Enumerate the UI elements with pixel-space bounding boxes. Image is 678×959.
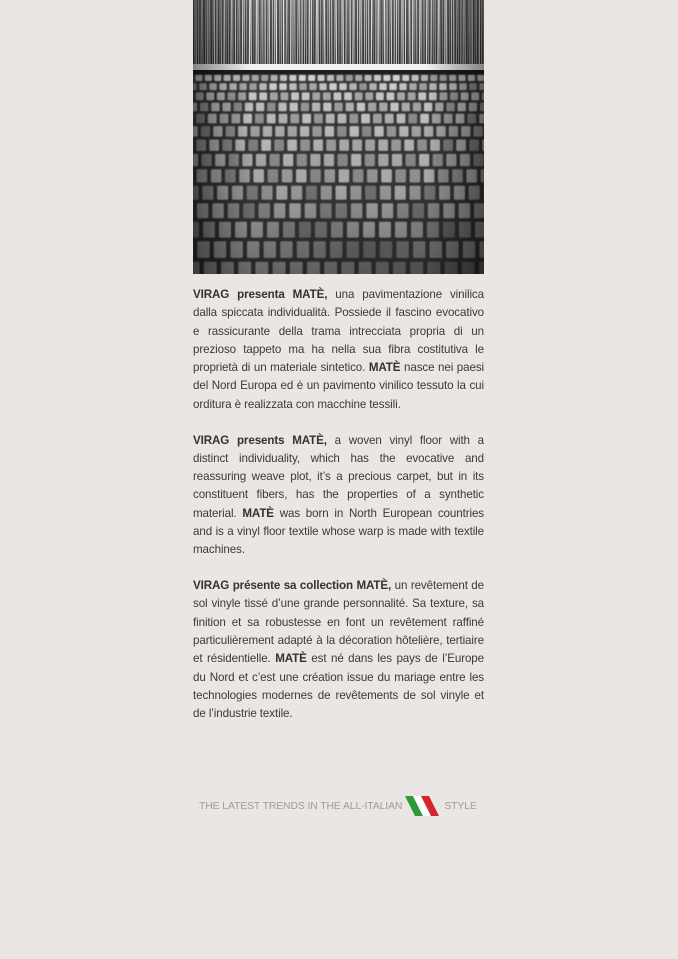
tagline-text-after: STYLE: [444, 800, 477, 812]
loom-weaving-photo: [193, 0, 484, 274]
paragraph-italian: VIRAG presenta MATÈ, una pavimentazione vinilica dalla spiccata individualità. Possiede il fascino evocativo e rassicurante della trama intrecciata propria di un prezioso tappeto ma ha nella sua fibra costitutiva le proprietà di un materiale sintetico. MATÈ nasce nei paesi del Nord Europa ed è un pavimento vinilico tessuto la cui orditura è realizzata con macchine tessili.: [193, 288, 484, 411]
tagline-text-before: THE LATEST TRENDS IN THE ALL-ITALIAN: [199, 800, 403, 812]
paragraph-french: VIRAG présente sa collection MATÈ, un revêtement de sol vinyle tissé d’une grande personnalité. Sa texture, sa finition et sa robustesse en font un revêtement raffiné particulièrement adapté à la décoration hôtelière, tertiaire et résidentielle. MATÈ est né dans les pays de l’Europe du Nord et c’est une création issue du mariage entre les technologies modernes de revêtements de sol vinyle et de l’industrie textile.: [193, 579, 484, 721]
paragraph-english: VIRAG presents MATÈ, a woven vinyl floor with a distinct individuality, which has the evocative and reassuring weave plot, it’s a precious carpet, but in its constituent fibers, has the properties of a synthetic material. MATÈ was born in North European countries and is a vinyl floor textile whose warp is made with textile machines.: [193, 433, 484, 557]
italian-flag-stripes-icon: [403, 794, 443, 818]
text-column: [193, 286, 484, 741]
tagline: [199, 794, 479, 818]
